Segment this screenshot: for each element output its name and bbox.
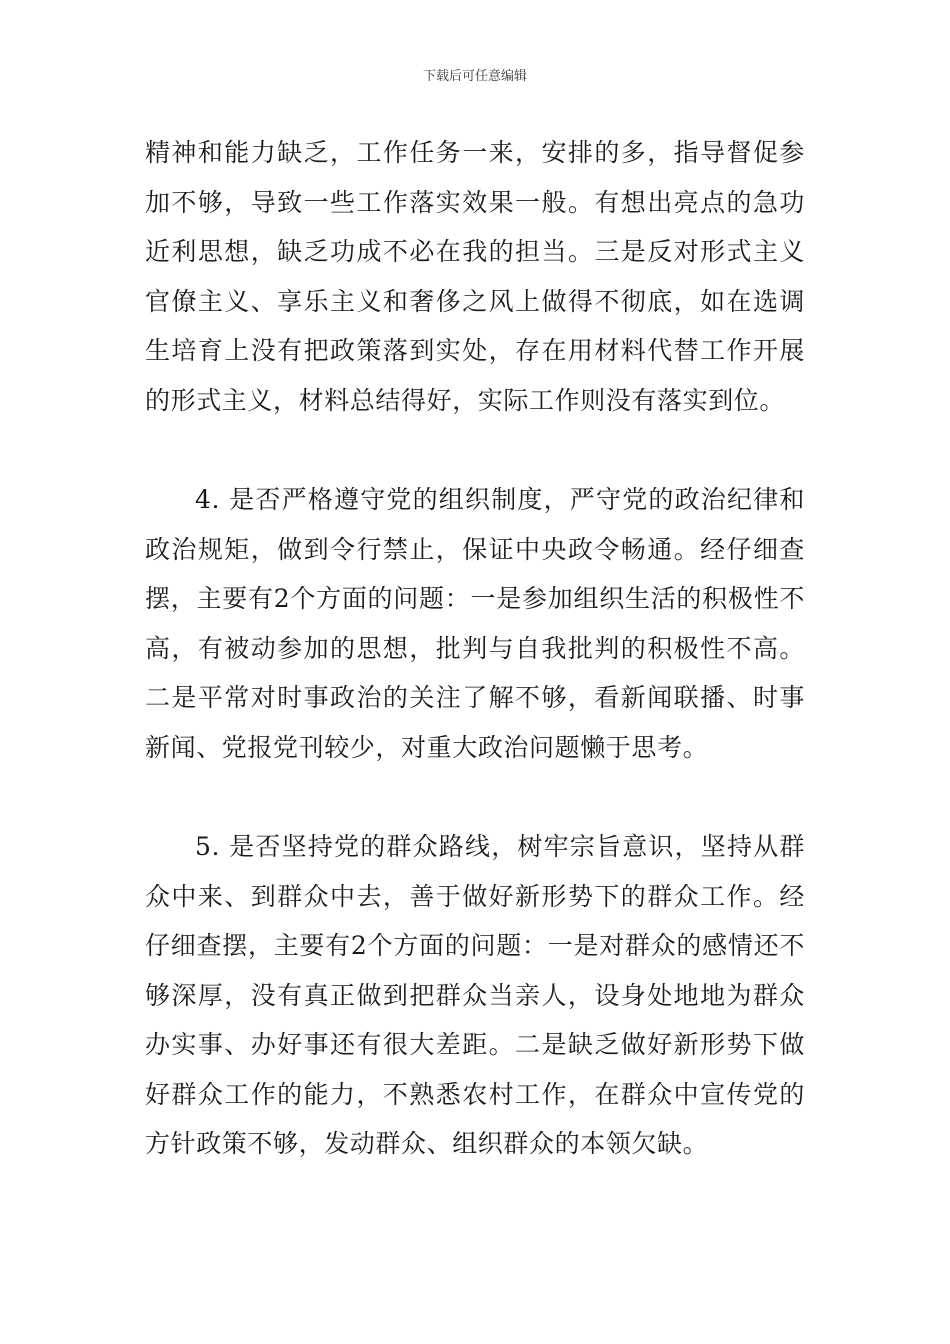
document-body <box>145 128 805 1169</box>
paragraph-continuation: 精神和能力缺乏，工作任务一来，安排的多，指导督促参加不够，导致一些工作落实效果一般。有想出亮点的急功近利思想，缺乏功成不必在我的担当。三是反对形式主义官僚主义、享乐主义和奢侈之风上做得不彻底，如在选调生培育上没有把政策落到实处，存在用材料代替工作开展的形式主义，材料总结得好，实际工作则没有落实到位。 <box>145 138 805 415</box>
paragraph-gap <box>145 772 805 822</box>
paragraph-gap <box>145 425 805 475</box>
paragraph-item-5: 5. 是否坚持党的群众路线，树牢宗旨意识，坚持从群众中来、到群众中去，善于做好新形势下的群众工作。经仔细查摆，主要有2个方面的问题：一是对群众的感情还不够深厚，没有真正做到把群众当亲人，设身处地地为群众办实事、办好事还有很大差距。二是缺乏做好新形势下做好群众工作的能力，不熟悉农村工作，在群众中宣传党的方针政策不够，发动群众、组织群众的本领欠缺。 <box>145 832 805 1158</box>
paragraph-item-4: 4. 是否严格遵守党的组织制度，严守党的政治纪律和政治规矩，做到令行禁止，保证中央政令畅通。经仔细查摆，主要有2个方面的问题：一是参加组织生活的积极性不高，有被动参加的思想，批判与自我批判的积极性不高。二是平常对时事政治的关注了解不够，看新闻联播、时事新闻、党报党刊较少，对重大政治问题懒于思考。 <box>145 485 805 762</box>
page-header: 下载后可任意编辑 <box>422 69 527 84</box>
